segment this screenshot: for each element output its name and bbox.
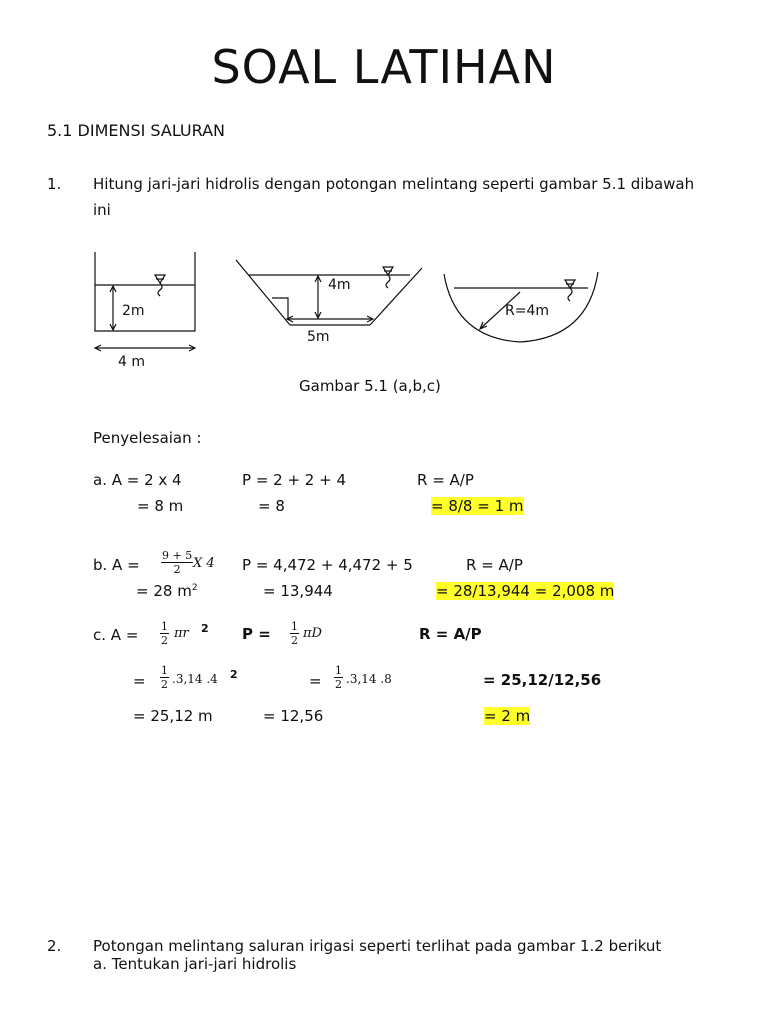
page-title: SOAL LATIHAN [211, 40, 557, 94]
depth-label-a: 2m [122, 303, 145, 319]
solution-c-radius-calc: = 25,12/12,56 [483, 671, 602, 689]
solution-c-area: c. A = [93, 626, 139, 644]
solution-c-area-exponent: 2 [201, 622, 209, 635]
solution-c-radius-result: = 2 m [484, 707, 531, 725]
width-label-a: 4 m [118, 354, 145, 370]
solution-c-area-half-2 [160, 664, 169, 691]
fraction-denominator: 2 [335, 678, 342, 691]
solution-c-perimeter-result: = 12,56 [263, 707, 324, 725]
question-1-text: Hitung jari-jari hidrolis dengan potongan melintang seperti gambar 5.1 dibawah [93, 175, 695, 193]
radius-label-c: R=4m [505, 303, 550, 319]
fraction-numerator: 1 [335, 664, 342, 677]
fraction-numerator: 1 [161, 620, 168, 633]
fraction-denominator: 2 [161, 678, 168, 691]
solution-b-fraction [161, 549, 193, 576]
solution-c-perimeter-formula: πD [303, 626, 322, 641]
fraction-numerator: 9 + 5 [162, 549, 193, 562]
question-1-text-cont: ini [93, 201, 111, 219]
solution-c-radius: R = A/P [419, 625, 482, 643]
rectangular-channel-diagram [95, 252, 195, 351]
solution-c-area-formula: πr [174, 626, 189, 641]
figure-caption: Gambar 5.1 (a,b,c) [299, 377, 441, 395]
fraction-denominator: 2 [173, 563, 181, 576]
solution-a-perimeter-result: = 8 [258, 497, 285, 515]
solution-c-perimeter-equals: = [309, 672, 322, 690]
figure-5-1 [0, 250, 768, 380]
section-heading: 5.1 DIMENSI SALURAN [47, 121, 226, 140]
question-2-text: Potongan melintang saluran irigasi seperti terlihat pada gambar 1.2 berikut [93, 937, 662, 955]
solution-b-area: b. A = [93, 556, 140, 574]
question-2-number: 2. [47, 937, 62, 955]
solution-c-area-half [160, 620, 169, 647]
solution-c-area-equals: = [133, 672, 146, 690]
fraction-numerator: 1 [161, 664, 168, 677]
solution-b-radius-result: = 28/13,944 = 2,008 m [436, 582, 615, 600]
area-unit-exponent: 2 [191, 583, 198, 593]
solution-b-perimeter: P = 4,472 + 4,472 + 5 [242, 556, 413, 574]
base-label-b: 5m [307, 329, 330, 345]
solution-c-area-result: = 25,12 m [133, 707, 213, 725]
solution-c-area-calc: .3,14 .4 [172, 672, 218, 686]
solution-b-perimeter-result: = 13,944 [263, 582, 333, 600]
solution-c-perimeter-half-2 [334, 664, 343, 691]
fraction-denominator: 2 [291, 634, 298, 647]
solution-a-perimeter: P = 2 + 2 + 4 [242, 471, 346, 489]
fraction-denominator: 2 [161, 634, 168, 647]
solution-heading: Penyelesaian : [93, 429, 202, 447]
solution-a-area: a. A = 2 x 4 [93, 471, 182, 489]
solution-b-radius: R = A/P [466, 556, 523, 574]
fraction-numerator: 1 [291, 620, 298, 633]
question-2-sub-a: a. Tentukan jari-jari hidrolis [93, 955, 297, 973]
question-1-number: 1. [47, 175, 62, 193]
area-value: = 28 m [136, 582, 192, 600]
solution-b-area-result [136, 582, 198, 600]
solution-c-perimeter-half [290, 620, 299, 647]
solution-a-area-result: = 8 m [137, 497, 184, 515]
depth-label-b: 4m [328, 277, 351, 293]
solution-b-fraction-tail: X 4 [193, 556, 215, 571]
solution-c-area-calc-exponent: 2 [230, 668, 238, 681]
solution-a-radius: R = A/P [417, 471, 474, 489]
solution-c-perimeter-calc: .3,14 .8 [346, 672, 392, 686]
solution-a-radius-result: = 8/8 = 1 m [431, 497, 524, 515]
solution-c-perimeter: P = [242, 625, 271, 643]
